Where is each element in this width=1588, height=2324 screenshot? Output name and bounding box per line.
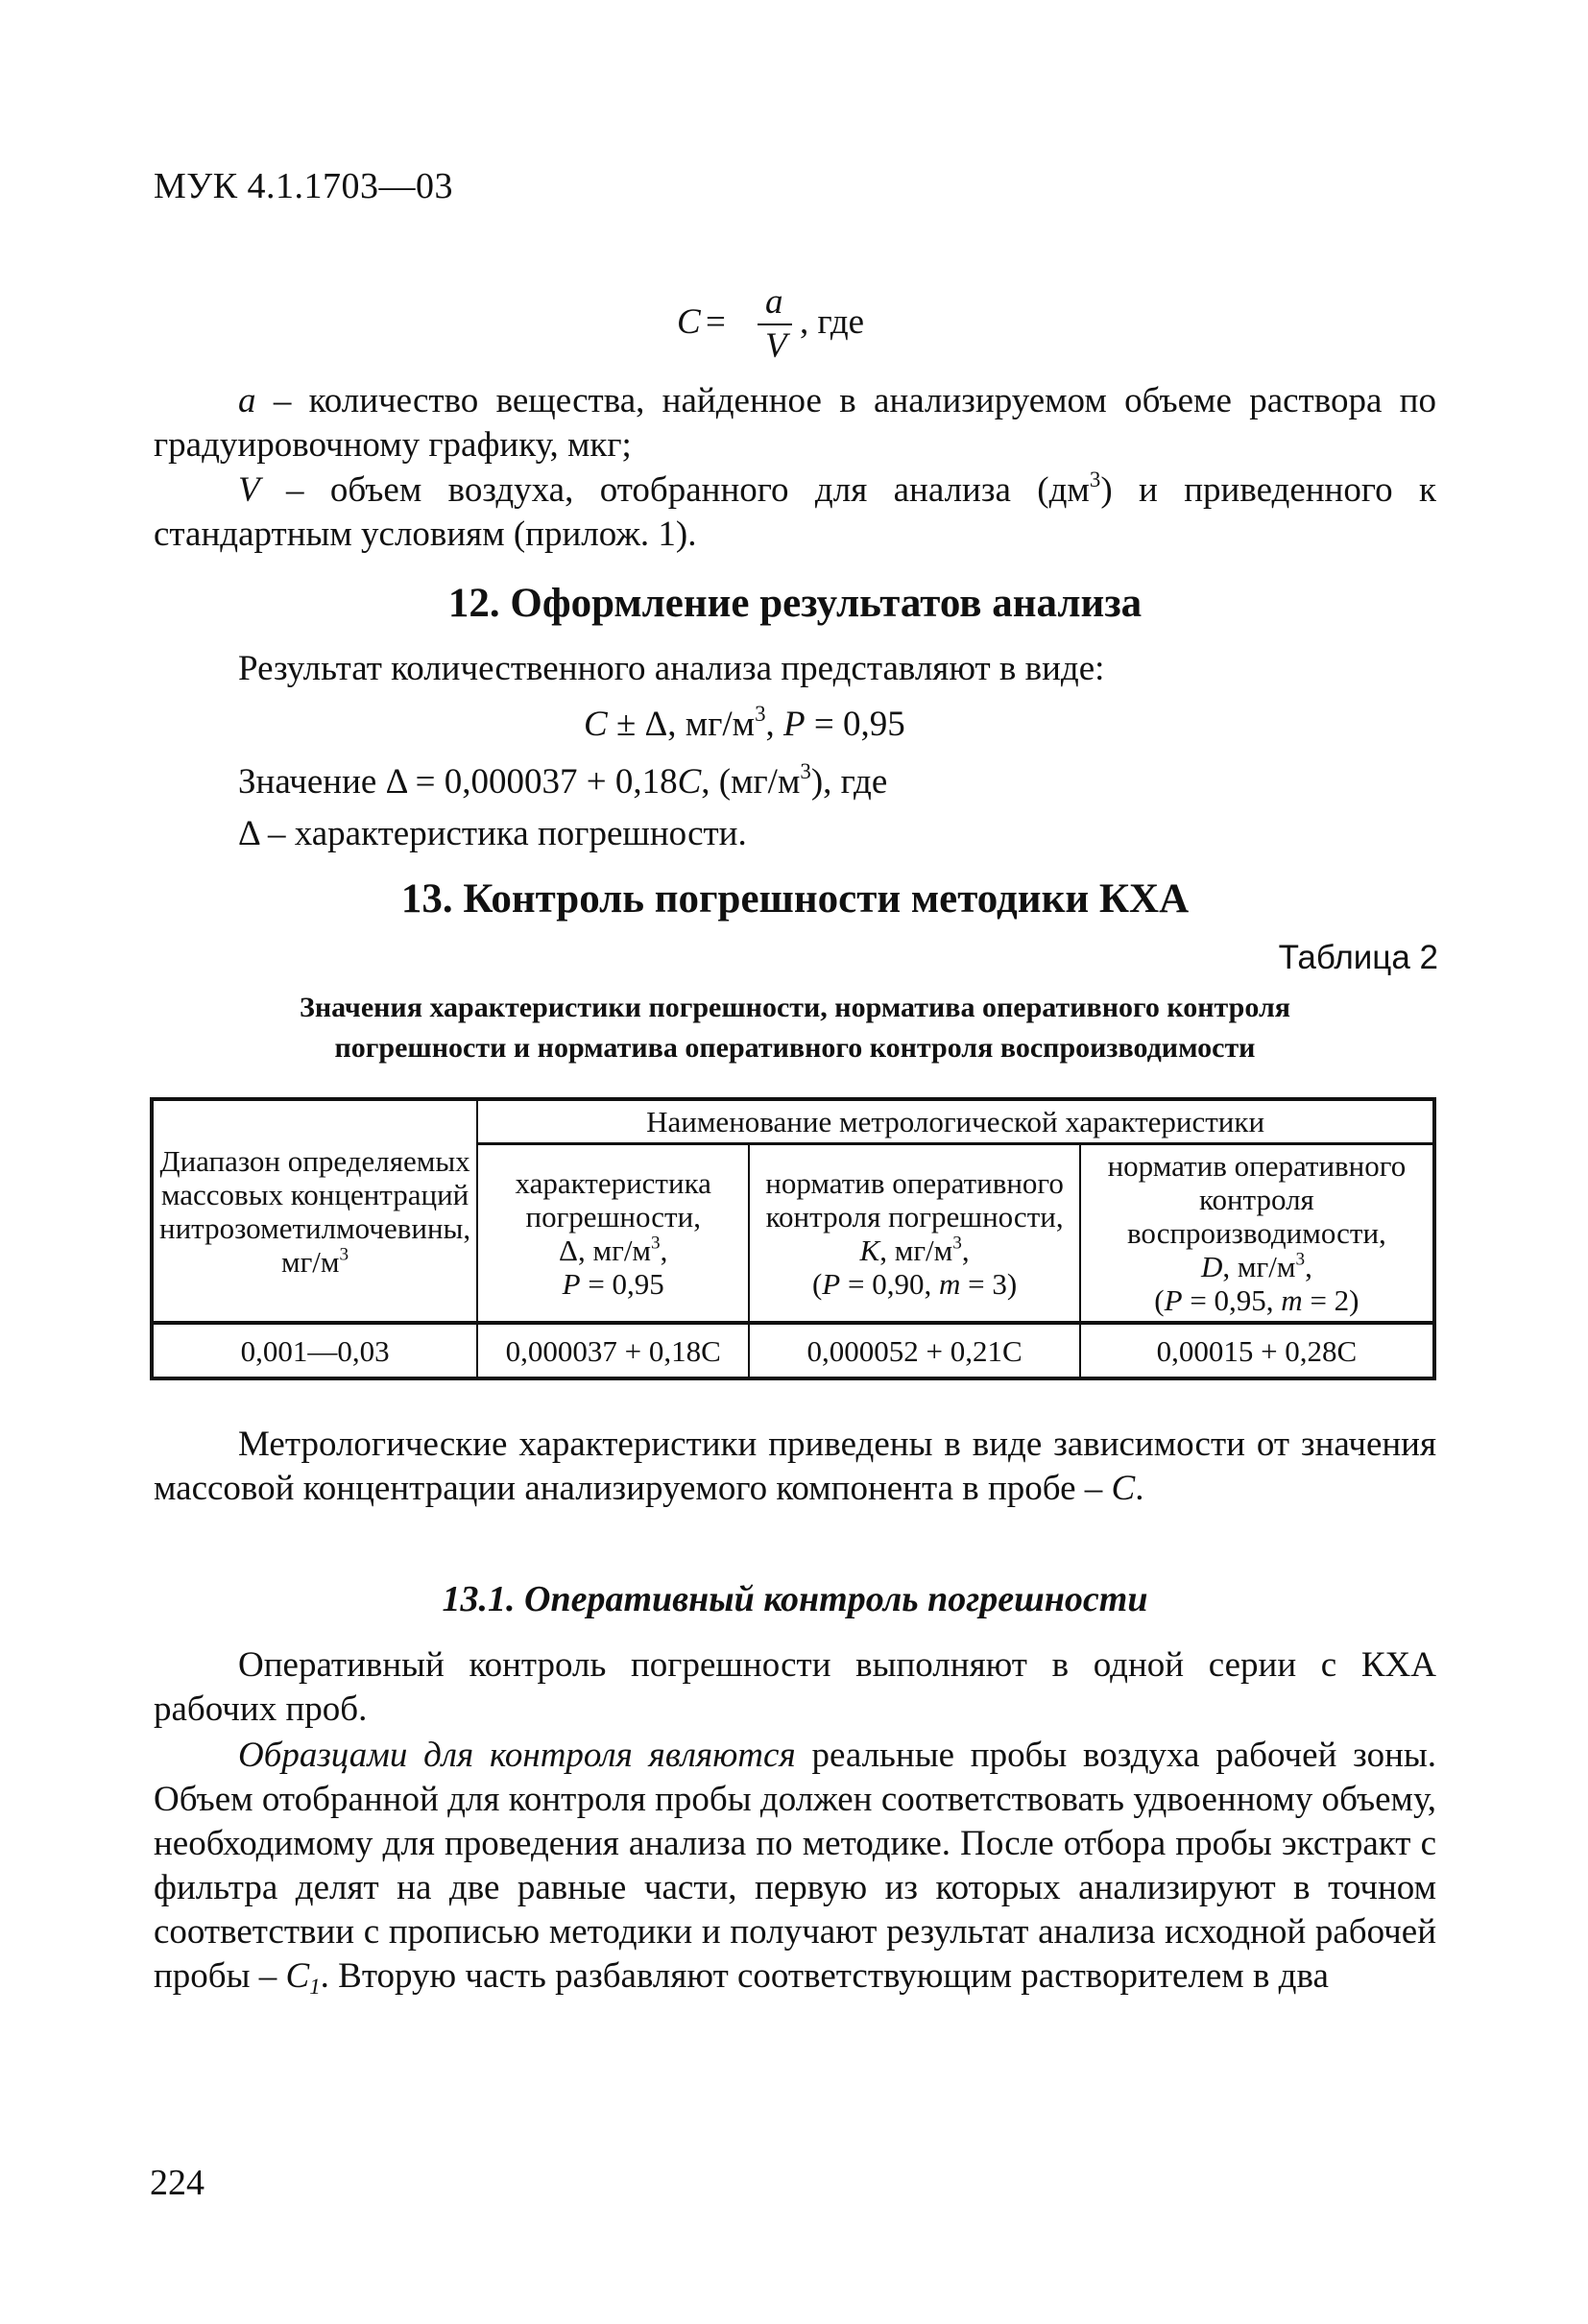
concentration-formula <box>677 281 994 370</box>
delta-definition: Δ – характеристика погрешности. <box>238 814 747 853</box>
section-13-1-paragraph-1: Оперативный контроль погрешности выполняют в одной серии с КХА рабочих проб. <box>154 1645 1436 1729</box>
section-13-1-paragraph-2: Образцами для контроля являются реальные пробы воздуха рабочей зоны. Объем отобранной для контроля пробы должен соответствовать удвоенному объему, необходимому для проведения анализа по методике. После отбора пробы экстракт с фильтра делят на две равные части, первую из которых анализируют в точном соответствии с прописью методики и получают результат анализа исходной рабочей пробы – $C_1$. Вторую часть разбавляют соответствующим растворителем в два <box>154 1736 1436 1999</box>
section-12-intro: Результат количественного анализа представляют в виде: <box>238 649 1105 688</box>
section-13-1-heading: 13.1. Оперативный контроль погрешности <box>442 1579 1148 1619</box>
table-row <box>152 1323 1434 1378</box>
section-13-heading: 13. Контроль погрешности методики КХА <box>400 876 1190 922</box>
cell-k: 0,000052 + 0,21C <box>749 1323 1079 1378</box>
table-caption-line-1: Значения характеристики погрешности, норматива оперативного контроля <box>299 992 1291 1023</box>
cell-delta: 0,000037 + 0,18C <box>477 1323 749 1378</box>
delta-value-line: Значение Δ = 0,000037 + 0,18C, $(мг/м^3)$, где <box>238 759 888 802</box>
page-number: 224 <box>150 2163 205 2203</box>
metrology-table <box>150 1097 1436 1380</box>
formula-denominator: V <box>765 326 787 366</box>
after-table-paragraph: Метрологические характеристики приведены в виде зависимости от значения массовой концентрации анализируемого компонента в пробе – C. <box>154 1425 1436 1508</box>
definition-a: a – количество вещества, найденное в анализируемом объеме раствора по градуировочному графику, мкг; <box>154 381 1436 465</box>
formula-equals: = <box>706 302 726 342</box>
header-metrology-group: Наименование метрологической характеристики <box>477 1099 1434 1144</box>
formula-tail: , где <box>800 302 865 342</box>
formula-lhs: C <box>677 302 701 342</box>
table-header-row-1 <box>152 1099 1434 1144</box>
definition-v: V – объем воздуха, отобранного для анализа $(дм^3)$ и приведенного к стандартным условиям (прилож. 1). <box>154 467 1436 554</box>
section-12-heading: 12. Оформление результатов анализа <box>447 581 1143 626</box>
cell-d: 0,00015 + 0,28C <box>1080 1323 1434 1378</box>
header-error-control-norm: норматив оперативного контроля погрешности, K, $мг/м^3$, (P = 0,90, m = 3) <box>749 1144 1079 1324</box>
formula-numerator: a <box>765 282 783 322</box>
table-number-label: Таблица 2 <box>1278 939 1438 976</box>
header-error-characteristic: характеристика погрешности, Δ, $мг/м^3$, P = 0,95 <box>477 1144 749 1324</box>
document-header-id: МУК 4.1.1703—03 <box>154 166 454 206</box>
table-caption-line-2: погрешности и норматива оперативного контроля воспроизводимости <box>334 1032 1256 1064</box>
header-reproducibility-control-norm: норматив оперативного контроля воспроизводимости, D, $мг/м^3$, (P = 0,95, m = 2) <box>1080 1144 1434 1324</box>
result-formula: C ± Δ, $мг/м^3$, P = 0,95 <box>584 702 905 744</box>
header-concentration-range: Диапазон определяемых массовых концентраций нитрозометилмочевины, $мг/м^3$ <box>152 1099 477 1323</box>
cell-range: 0,001—0,03 <box>152 1323 477 1378</box>
